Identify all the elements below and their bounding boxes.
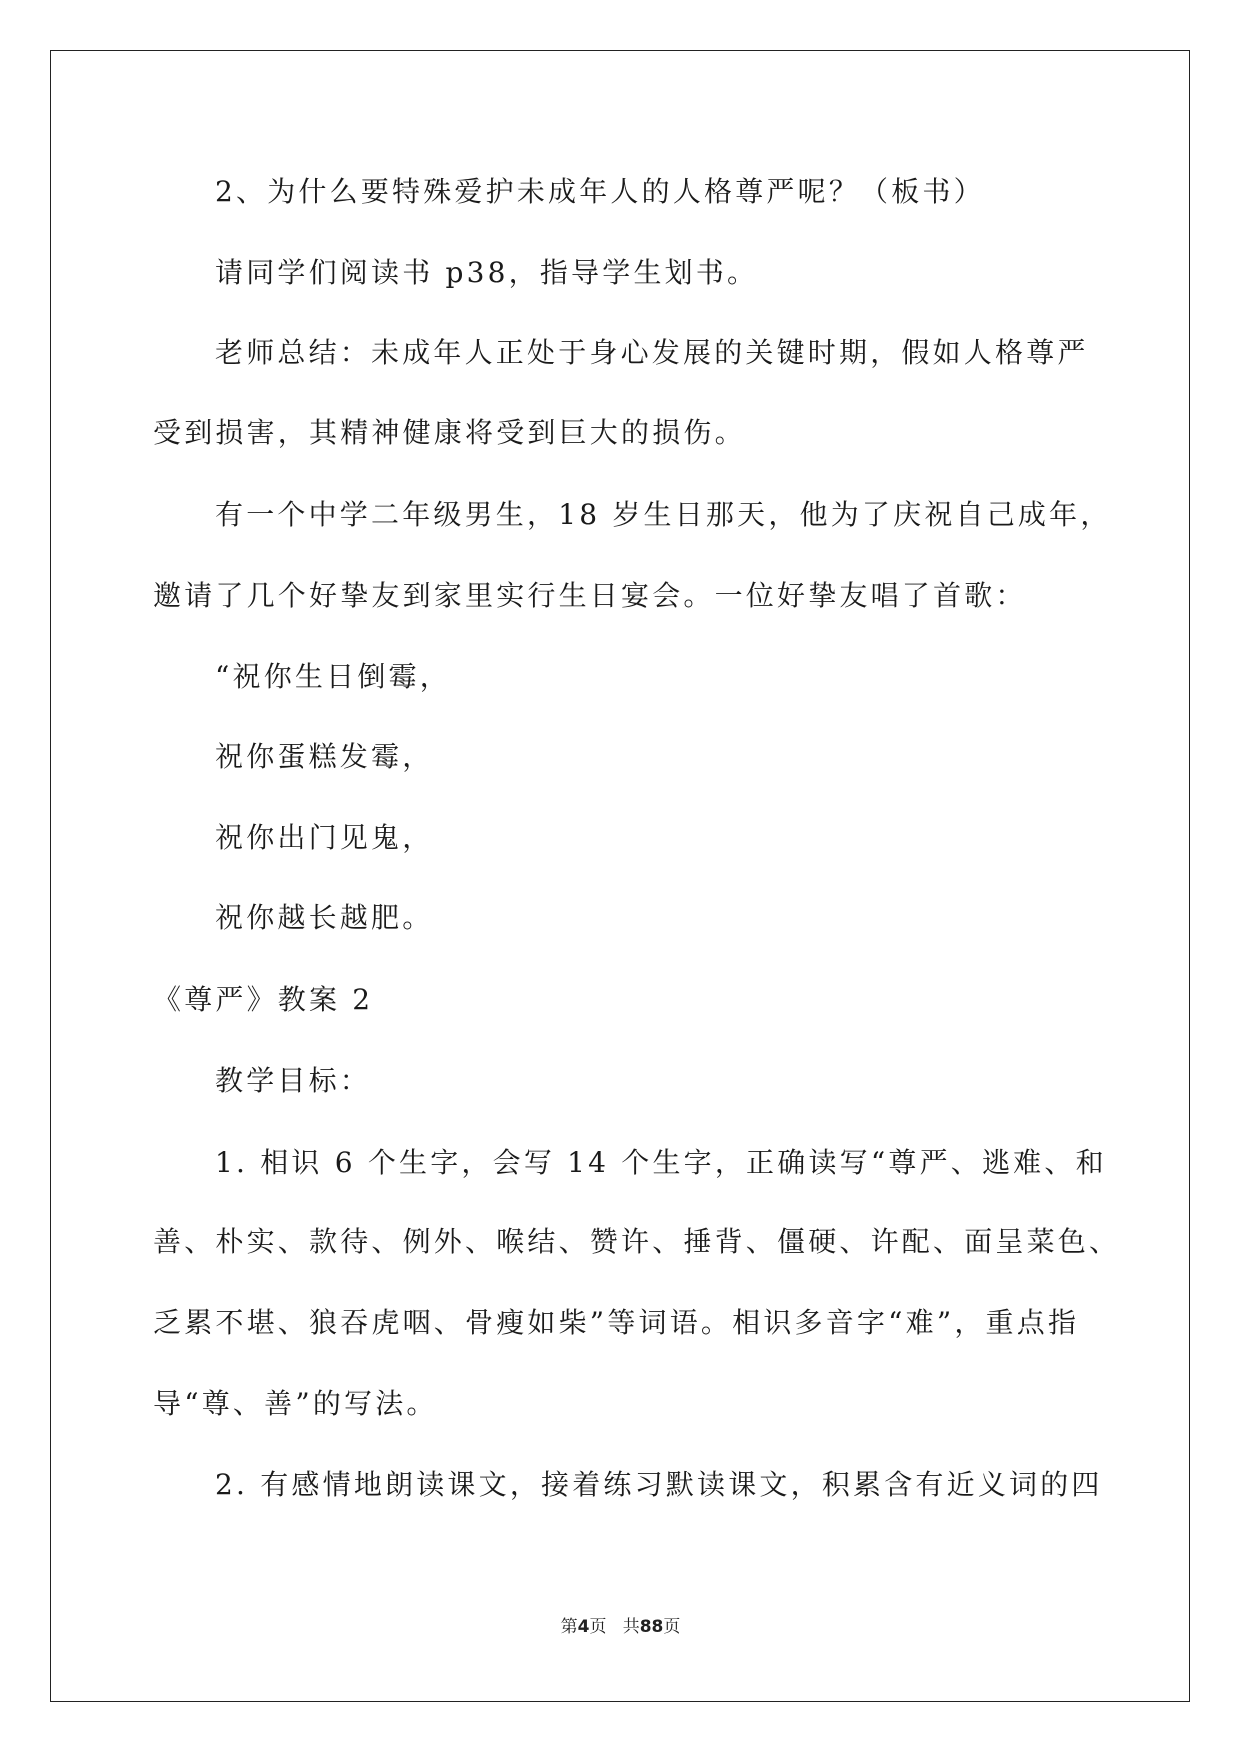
paragraph-line: 请同学们阅读书 p38，指导学生划书。 xyxy=(215,256,759,289)
paragraph-line: 乏累不堪、狼吞虎咽、骨瘦如柴”等词语。相识多音字“难”，重点指 xyxy=(153,1306,1080,1339)
page-word: 页 xyxy=(589,1617,607,1637)
paragraph-line: 导“尊、善”的写法。 xyxy=(153,1387,438,1420)
paragraph-line: 2、为什么要特殊爱护未成年人的人格尊严呢？（板书） xyxy=(215,175,985,208)
paragraph-line: 受到损害，其精神健康将受到巨大的损伤。 xyxy=(153,416,746,449)
total-pages: 88 xyxy=(639,1617,664,1637)
paragraph-line: 教学目标： xyxy=(215,1064,372,1097)
page-number xyxy=(0,1612,1241,1637)
total-prefix: 共 xyxy=(622,1617,640,1637)
paragraph-line: 有一个中学二年级男生，18 岁生日那天，他为了庆祝自己成年， xyxy=(215,498,1112,531)
paragraph-line: 2. 有感情地朗读课文，接着练习默读课文，积累含有近义词的四 xyxy=(215,1468,1103,1501)
page-border xyxy=(50,50,1190,1702)
paragraph-line: 邀请了几个好挚友到家里实行生日宴会。一位好挚友唱了首歌： xyxy=(153,579,1027,612)
poem-line: 祝你蛋糕发霉， xyxy=(215,740,434,773)
poem-line: 祝你越长越肥。 xyxy=(215,901,434,934)
poem-line: 祝你出门见鬼， xyxy=(215,821,434,854)
section-heading: 《尊严》教案 2 xyxy=(153,983,374,1016)
page-prefix: 第 xyxy=(560,1617,578,1637)
poem-line: “祝你生日倒霉， xyxy=(215,660,451,693)
total-suffix: 页 xyxy=(663,1617,681,1637)
paragraph-line: 善、朴实、款待、例外、喉结、赞许、捶背、僵硬、许配、面呈菜色、 xyxy=(153,1225,1121,1258)
current-page: 4 xyxy=(577,1617,590,1637)
paragraph-line: 老师总结：未成年人正处于身心发展的关键时期，假如人格尊严 xyxy=(215,336,1089,369)
paragraph-line: 1. 相识 6 个生字，会写 14 个生字，正确读写“尊严、逃难、和 xyxy=(215,1146,1107,1179)
